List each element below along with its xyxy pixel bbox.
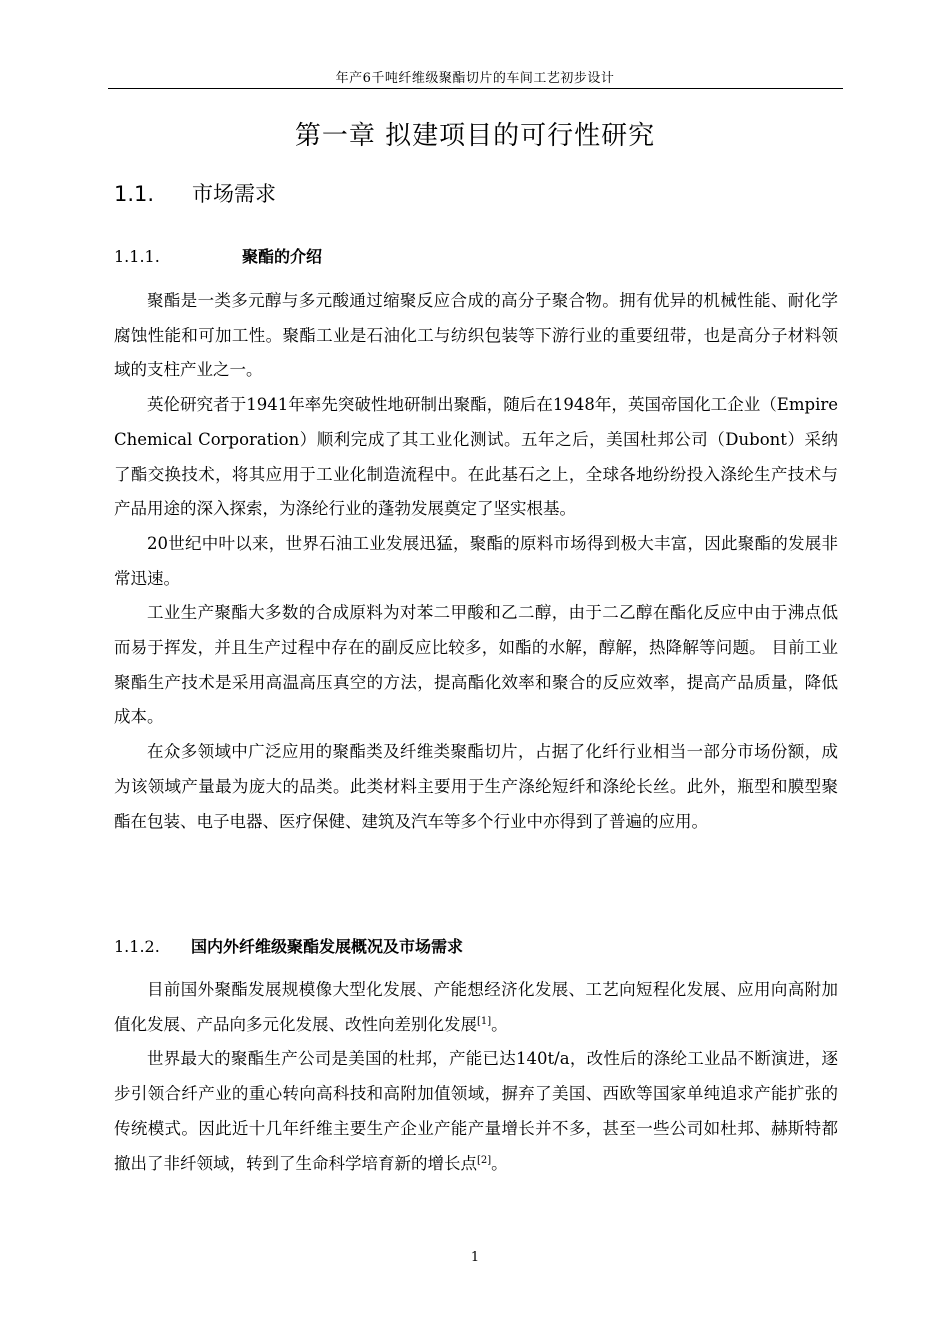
section-title: 市场需求	[192, 182, 276, 206]
paragraph: 20世纪中叶以来，世界石油工业发展迅猛，聚酯的原料市场得到极大丰富，因此聚酯的发展非常迅速。	[114, 533, 838, 588]
paragraph-end: 。	[491, 1014, 508, 1034]
subsection-title: 聚酯的介绍	[242, 247, 323, 266]
paragraph: 在众多领域中广泛应用的聚酯类及纤维类聚酯切片，占据了化纤行业相当一部分市场份额，成为该领域产量最为庞大的品类。此类材料主要用于生产涤纶短纤和涤纶长丝。此外，瓶型和膜型聚酯在包装、电子电器、医疗保健、建筑及汽车等多个行业中亦得到了普遍的应用。	[114, 742, 838, 831]
section-number: 1.1.	[114, 182, 155, 206]
paragraph-text: 世界最大的聚酯生产公司是美国的杜邦，产能已达140t/a，改性后的涤纶工业品不断演进，逐步引领合纤产业的重心转向高科技和高附加值领域，摒弃了美国、西欧等国家单纯追求产能扩张的传统模式。因此近十几年纤维主要生产企业产能产量增长并不多，甚至一些公司如杜邦、赫斯特都撤出了非纤领域，转到了生命科学培育新的增长点	[114, 1049, 838, 1173]
paragraph: 工业生产聚酯大多数的合成原料为对苯二甲酸和乙二醇，由于二乙醇在酯化反应中由于沸点低而易于挥发，并且生产过程中存在的副反应比较多，如酯的水解，醇解，热降解等问题。 目前工业聚酯生产技术是采用高温高压真空的方法，提高酯化效率和聚合的反应效率，提高产品质量，降低成本。	[114, 603, 838, 727]
citation-ref: [2]	[477, 1154, 492, 1166]
header-rule	[108, 88, 843, 89]
subsection-heading-1-1-2	[114, 934, 463, 957]
body-text-1-1-2	[114, 973, 838, 1181]
subsection-number: 1.1.2.	[114, 937, 160, 956]
subsection-title: 国内外纤维级聚酯发展概况及市场需求	[191, 937, 464, 956]
paragraph	[114, 1042, 838, 1181]
paragraph: 英伦研究者于1941年率先突破性地研制出聚酯，随后在1948年，英国帝国化工企业（Empire Chemical Corporation）顺利完成了其工业化测试。五年之后，美国杜邦公司（Dubont）采纳了酯交换技术，将其应用于工业化制造流程中。在此基石之上，全球各地纷纷投入涤纶生产技术与产品用途的深入探索，为涤纶行业的蓬勃发展奠定了坚实根基。	[114, 395, 838, 519]
subsection-number: 1.1.1.	[114, 247, 160, 266]
citation-ref: [1]	[477, 1015, 492, 1027]
paragraph	[114, 973, 838, 1042]
paragraph-text: 目前国外聚酯发展规模像大型化发展、产能想经济化发展、工艺向短程化发展、应用向高附加值化发展、产品向多元化发展、改性向差别化发展	[114, 980, 838, 1034]
paragraph-end: 。	[491, 1153, 508, 1173]
page-number: 1	[470, 1250, 480, 1265]
chapter-title: 第一章 拟建项目的可行性研究	[294, 121, 656, 151]
body-text-1-1-1	[114, 284, 838, 839]
section-heading-1-1	[114, 178, 276, 208]
paragraph: 聚酯是一类多元醇与多元酸通过缩聚反应合成的高分子聚合物。拥有优异的机械性能、耐化学腐蚀性能和可加工性。聚酯工业是石油化工与纺织包装等下游行业的重要纽带，也是高分子材料领域的支柱产业之一。	[114, 291, 838, 380]
running-header: 年产6千吨纤维级聚酯切片的车间工艺初步设计	[335, 71, 615, 86]
subsection-heading-1-1-1	[114, 244, 322, 267]
